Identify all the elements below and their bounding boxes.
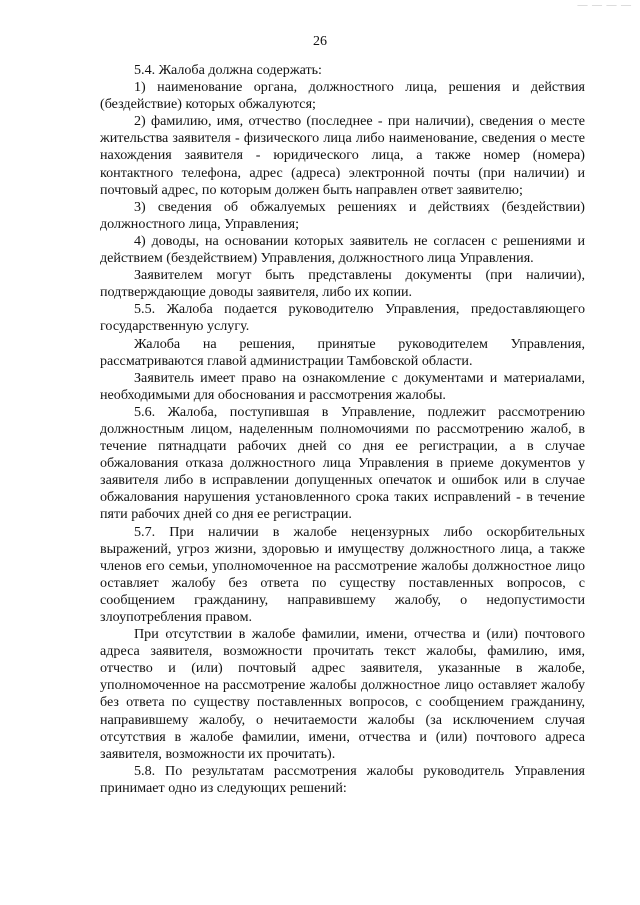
paragraph: Жалоба на решения, принятые руководителем Управления, рассматриваются главой администрации Тамбовской области. bbox=[100, 335, 585, 369]
paragraph: 2) фамилию, имя, отчество (последнее - при наличии), сведения о месте жительства заявителя - физического лица либо наименование, сведения о месте нахождения заявителя - юридического лица, а также номер (номера) контактного телефона, адрес (адреса) электронной почты (при наличии) и почтовый адрес, по которым должен быть направлен ответ заявителю; bbox=[100, 113, 585, 198]
document-body bbox=[100, 62, 585, 797]
paragraph: 5.6. Жалоба, поступившая в Управление, подлежит рассмотрению должностным лицом, наделенным полномочиями по рассмотрению жалоб, в течение пятнадцати рабочих дней со дня ее регистрации, а в случае обжалования отказа должностного лица Управления в приеме документов у заявителя либо в исправлении допущенных опечаток и ошибок или в случае обжалования нарушения установленного срока таких исправлений - в течение пяти рабочих дней со дня ее регистрации. bbox=[100, 403, 585, 523]
corner-mark: — — — — bbox=[577, 0, 632, 11]
paragraph: 5.7. При наличии в жалобе нецензурных либо оскорбительных выражений, угроз жизни, здоровью и имуществу должностного лица, а также членов его семьи, уполномоченное на рассмотрение жалобы должностное лицо оставляет жалобу без ответа по существу поставленных вопросов, с сообщением гражданину, направившему жалобу, о недопустимости злоупотребления правом. bbox=[100, 523, 585, 625]
paragraph: 3) сведения об обжалуемых решениях и действиях (бездействии) должностного лица, Управления; bbox=[100, 198, 585, 232]
paragraph: При отсутствии в жалобе фамилии, имени, отчества и (или) почтового адреса заявителя, возможности прочитать текст жалобы, фамилию, имя, отчество и (или) почтовый адрес заявителя, указанные в жалобе, уполномоченное на рассмотрение жалобы должностное лицо оставляет жалобу без ответа по существу поставленных вопросов, с сообщением гражданину, направившему жалобу, о нечитаемости жалобы (за исключением случая отсутствия в жалобе фамилии, имени, отчества и (или) почтового адреса заявителя, возможности их прочитать). bbox=[100, 626, 585, 762]
paragraph: 1) наименование органа, должностного лица, решения и действия (бездействие) которых обжалуются; bbox=[100, 79, 585, 113]
paragraph: 5.5. Жалоба подается руководителю Управления, предоставляющего государственную услугу. bbox=[100, 301, 585, 335]
paragraph: Заявитель имеет право на ознакомление с документами и материалами, необходимыми для обоснования и рассмотрения жалобы. bbox=[100, 369, 585, 403]
paragraph: 5.8. По результатам рассмотрения жалобы руководитель Управления принимает одно из следующих решений: bbox=[100, 762, 585, 796]
page-number: 26 bbox=[313, 34, 327, 49]
paragraph: 5.4. Жалоба должна содержать: bbox=[134, 62, 322, 78]
paragraph: Заявителем могут быть представлены документы (при наличии), подтверждающие доводы заявителя, либо их копии. bbox=[100, 267, 585, 301]
paragraph: 4) доводы, на основании которых заявитель не согласен с решениями и действием (бездействием) Управления, должностного лица Управления. bbox=[100, 232, 585, 267]
